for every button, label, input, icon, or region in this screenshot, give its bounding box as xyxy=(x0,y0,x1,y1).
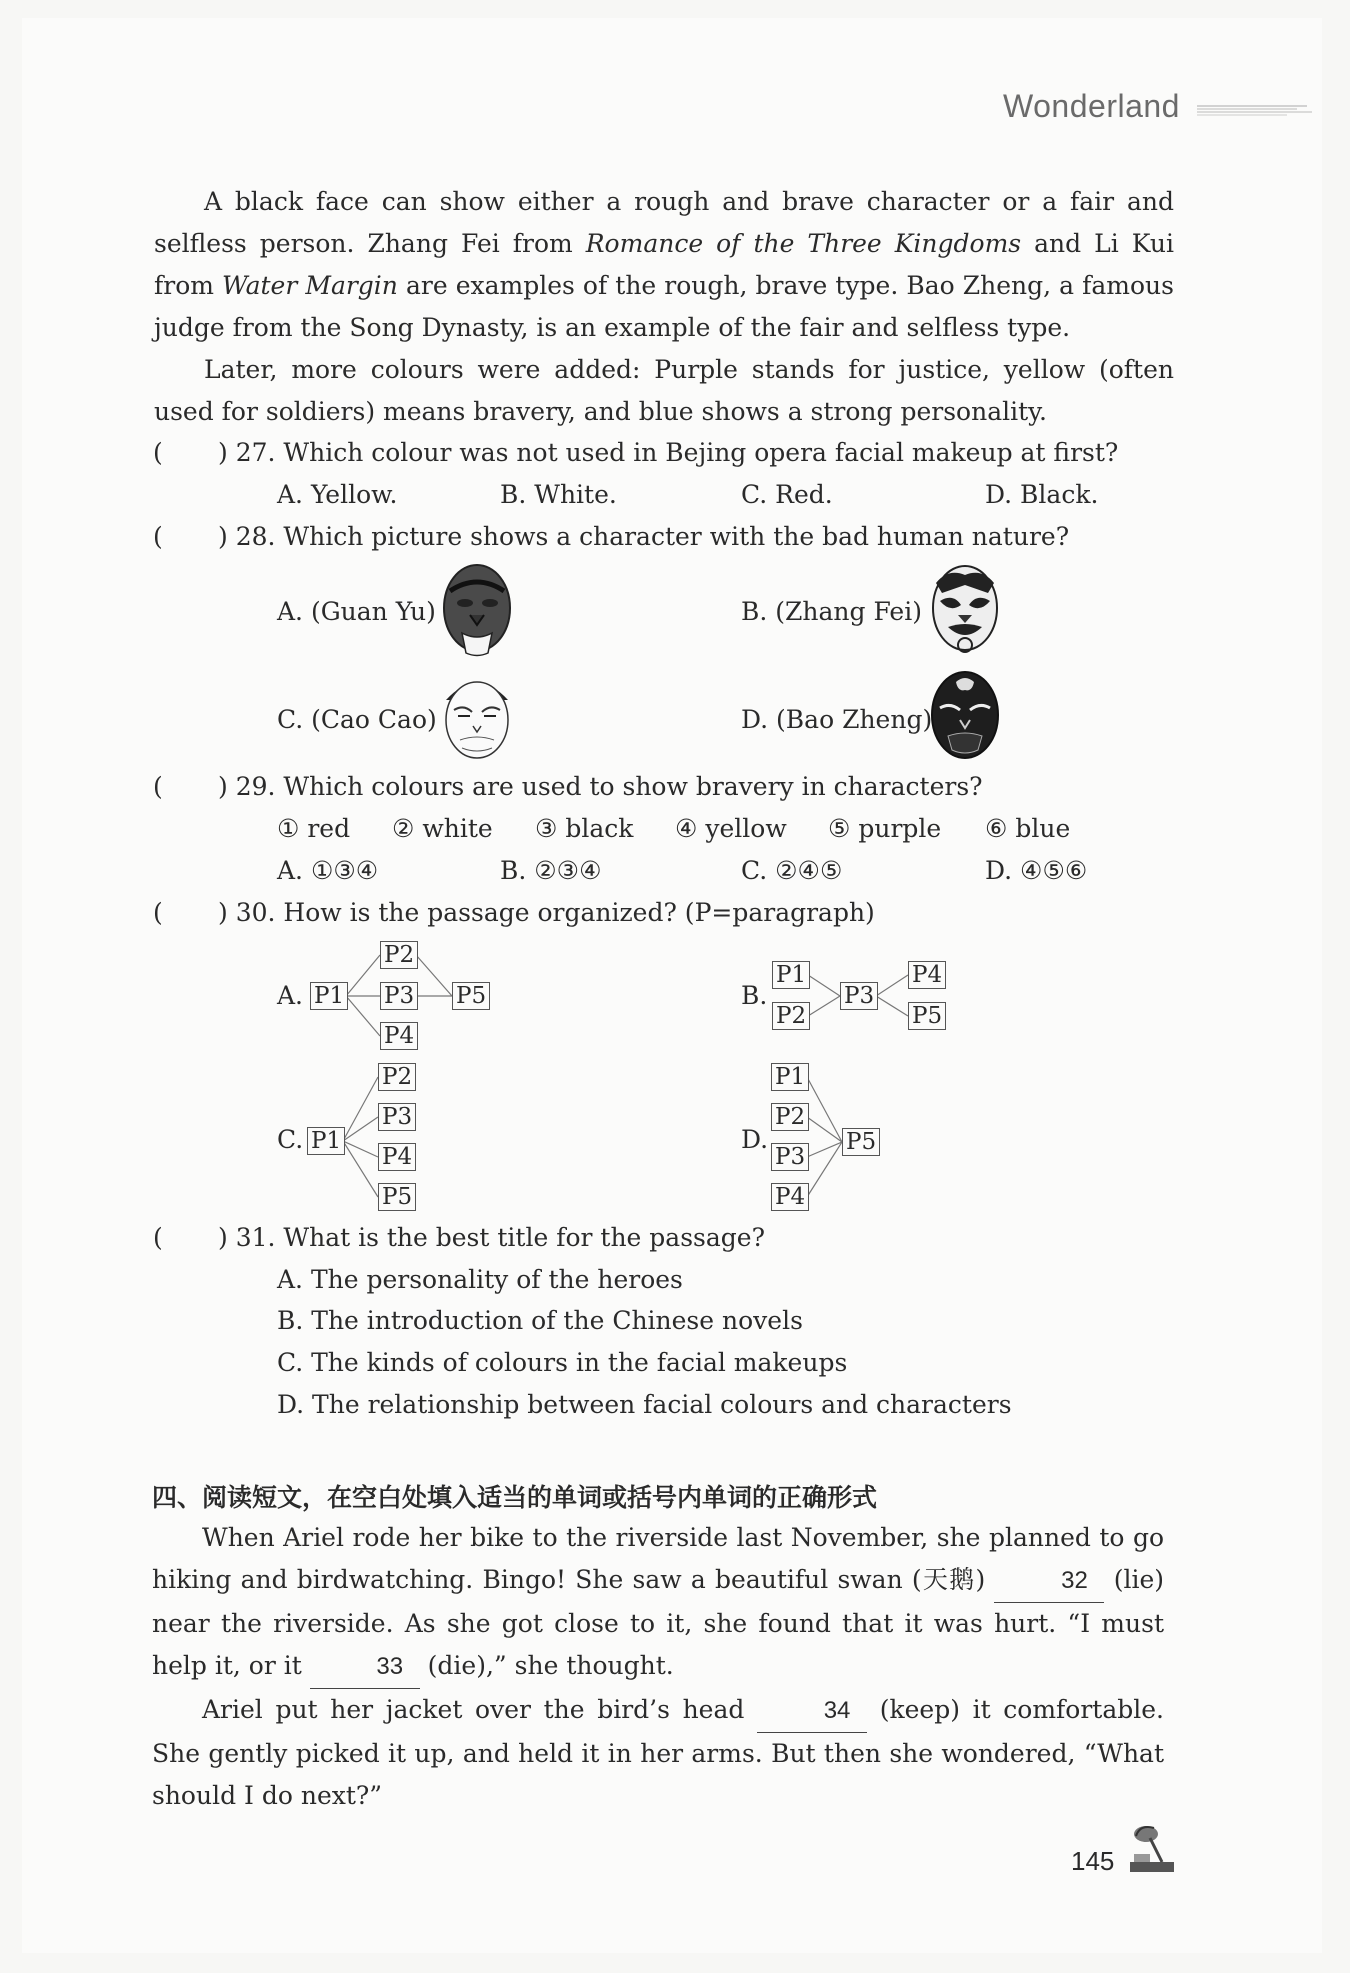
diagram-c-p5: P5 xyxy=(378,1183,416,1211)
q29-item-3: ③ black xyxy=(535,814,634,843)
diagram-a-p2: P2 xyxy=(380,941,418,969)
q29-option-b: B. ②③④ xyxy=(500,856,602,885)
q30-option-b-letter: B. xyxy=(741,981,768,1010)
diagram-a-p3: P3 xyxy=(380,982,418,1010)
diagram-c-p2: P2 xyxy=(378,1063,416,1091)
q30-option-d-letter: D. xyxy=(741,1125,769,1154)
running-header: Wonderland xyxy=(1003,88,1180,124)
diagram-c-p3: P3 xyxy=(378,1103,416,1131)
q31-option-b: B. The introduction of the Chinese novels xyxy=(277,1306,803,1335)
q29-item-5: ⑤ purple xyxy=(828,814,942,843)
q29-option-a: A. ①③④ xyxy=(277,856,379,885)
q29-item-2: ② white xyxy=(392,814,493,843)
diagram-a-p4: P4 xyxy=(380,1022,418,1050)
diagram-b-p2: P2 xyxy=(772,1002,810,1030)
q27-option-b: B. White. xyxy=(500,480,617,509)
diagram-a-p5: P5 xyxy=(452,982,490,1010)
novel-title-2: Water Margin xyxy=(222,271,398,300)
answer-paren[interactable]: ( xyxy=(153,438,163,467)
section-4-paragraph-1: When Ariel rode her bike to the riverside last November, she planned to go hiking and birdwatching. Bingo! She saw a beautiful swan (天鹅) 32 (lie) near the riverside. As she got close to it, she found that it was hurt. “I must help it, or it 33 (die),” she thought. xyxy=(152,1517,1164,1689)
passage-paragraph-2: Later, more colours were added: Purple stands for justice, yellow (often used for soldiers) means bravery, and blue shows a strong personality. xyxy=(154,355,1174,426)
page-number: 145 xyxy=(1071,1846,1115,1876)
question-28: ) 28. Which picture shows a character with the bad human nature? xyxy=(218,522,1070,551)
q28-option-b: B. (Zhang Fei) xyxy=(741,597,922,626)
q31-option-a: A. The personality of the heroes xyxy=(277,1265,683,1294)
question-29: ) 29. Which colours are used to show bravery in characters? xyxy=(218,772,983,801)
diagram-d-p3: P3 xyxy=(771,1143,809,1171)
diagram-c-p1: P1 xyxy=(307,1127,345,1155)
diagram-d-p2: P2 xyxy=(771,1103,809,1131)
diagram-b-p1: P1 xyxy=(772,961,810,989)
novel-title-1: Romance of the Three Kingdoms xyxy=(585,229,1022,258)
section-4-paragraph-2: Ariel put her jacket over the bird’s head 34 (keep) it comfortable. She gently picked it up, and held it in her arms. But then she wondered, “What should I do next?” xyxy=(152,1689,1164,1817)
q31-option-d: D. The relationship between facial colours and characters xyxy=(277,1390,1012,1419)
answer-paren[interactable]: ( xyxy=(153,772,163,801)
diagram-b-p4: P4 xyxy=(908,961,946,989)
blank-34[interactable]: 34 xyxy=(757,1690,867,1733)
q29-item-6: ⑥ blue xyxy=(985,814,1071,843)
q29-option-c: C. ②④⑤ xyxy=(741,856,843,885)
diagram-d-p5: P5 xyxy=(842,1128,880,1156)
q28-option-a: A. (Guan Yu) xyxy=(277,597,436,626)
passage-paragraph-1: A black face can show either a rough and brave character or a fair and selfless person. Zhang Fei from Romance of the Three Kingdoms and Li Kui from Water Margin are examples of the rough, brave type. Bao Zheng, a famous judge from the Song Dynasty, is an example of the fair and selfless type. xyxy=(154,187,1175,342)
diagram-d-p4: P4 xyxy=(771,1183,809,1211)
reading-mascot-icon xyxy=(1122,1820,1178,1876)
answer-paren[interactable]: ( xyxy=(153,522,163,551)
q29-item-1: ① red xyxy=(277,814,351,843)
section-4-passage xyxy=(152,1517,1164,1817)
question-27: ) 27. Which colour was not used in Bejing opera facial makeup at first? xyxy=(218,438,1119,467)
diagram-d-p1: P1 xyxy=(771,1063,809,1091)
q31-option-c: C. The kinds of colours in the facial makeups xyxy=(277,1348,848,1377)
q27-option-a: A. Yellow. xyxy=(277,480,398,509)
q28-option-c: C. (Cao Cao) xyxy=(277,705,437,734)
q27-option-d: D. Black. xyxy=(985,480,1099,509)
q30-option-a-letter: A. xyxy=(277,981,304,1010)
q28-option-d: D. (Bao Zheng) xyxy=(741,705,933,734)
diagram-c-p4: P4 xyxy=(378,1143,416,1171)
blank-33[interactable]: 33 xyxy=(310,1646,420,1689)
section-4-title: 四、阅读短文，在空白处填入适当的单词或括号内单词的正确形式 xyxy=(152,1483,878,1512)
answer-paren[interactable]: ( xyxy=(153,898,163,927)
answer-paren[interactable]: ( xyxy=(153,1223,163,1252)
q30-option-c-letter: C. xyxy=(277,1125,304,1154)
question-30: ) 30. How is the passage organized? (P=paragraph) xyxy=(218,898,875,927)
diagram-b-p5: P5 xyxy=(908,1002,946,1030)
diagram-b-p3: P3 xyxy=(840,982,878,1010)
q29-item-4: ④ yellow xyxy=(675,814,787,843)
question-31: ) 31. What is the best title for the passage? xyxy=(218,1223,765,1252)
blank-32[interactable]: 32 xyxy=(994,1560,1104,1603)
diagram-a-p1: P1 xyxy=(310,982,348,1010)
q29-option-d: D. ④⑤⑥ xyxy=(985,856,1088,885)
q27-option-c: C. Red. xyxy=(741,480,833,509)
